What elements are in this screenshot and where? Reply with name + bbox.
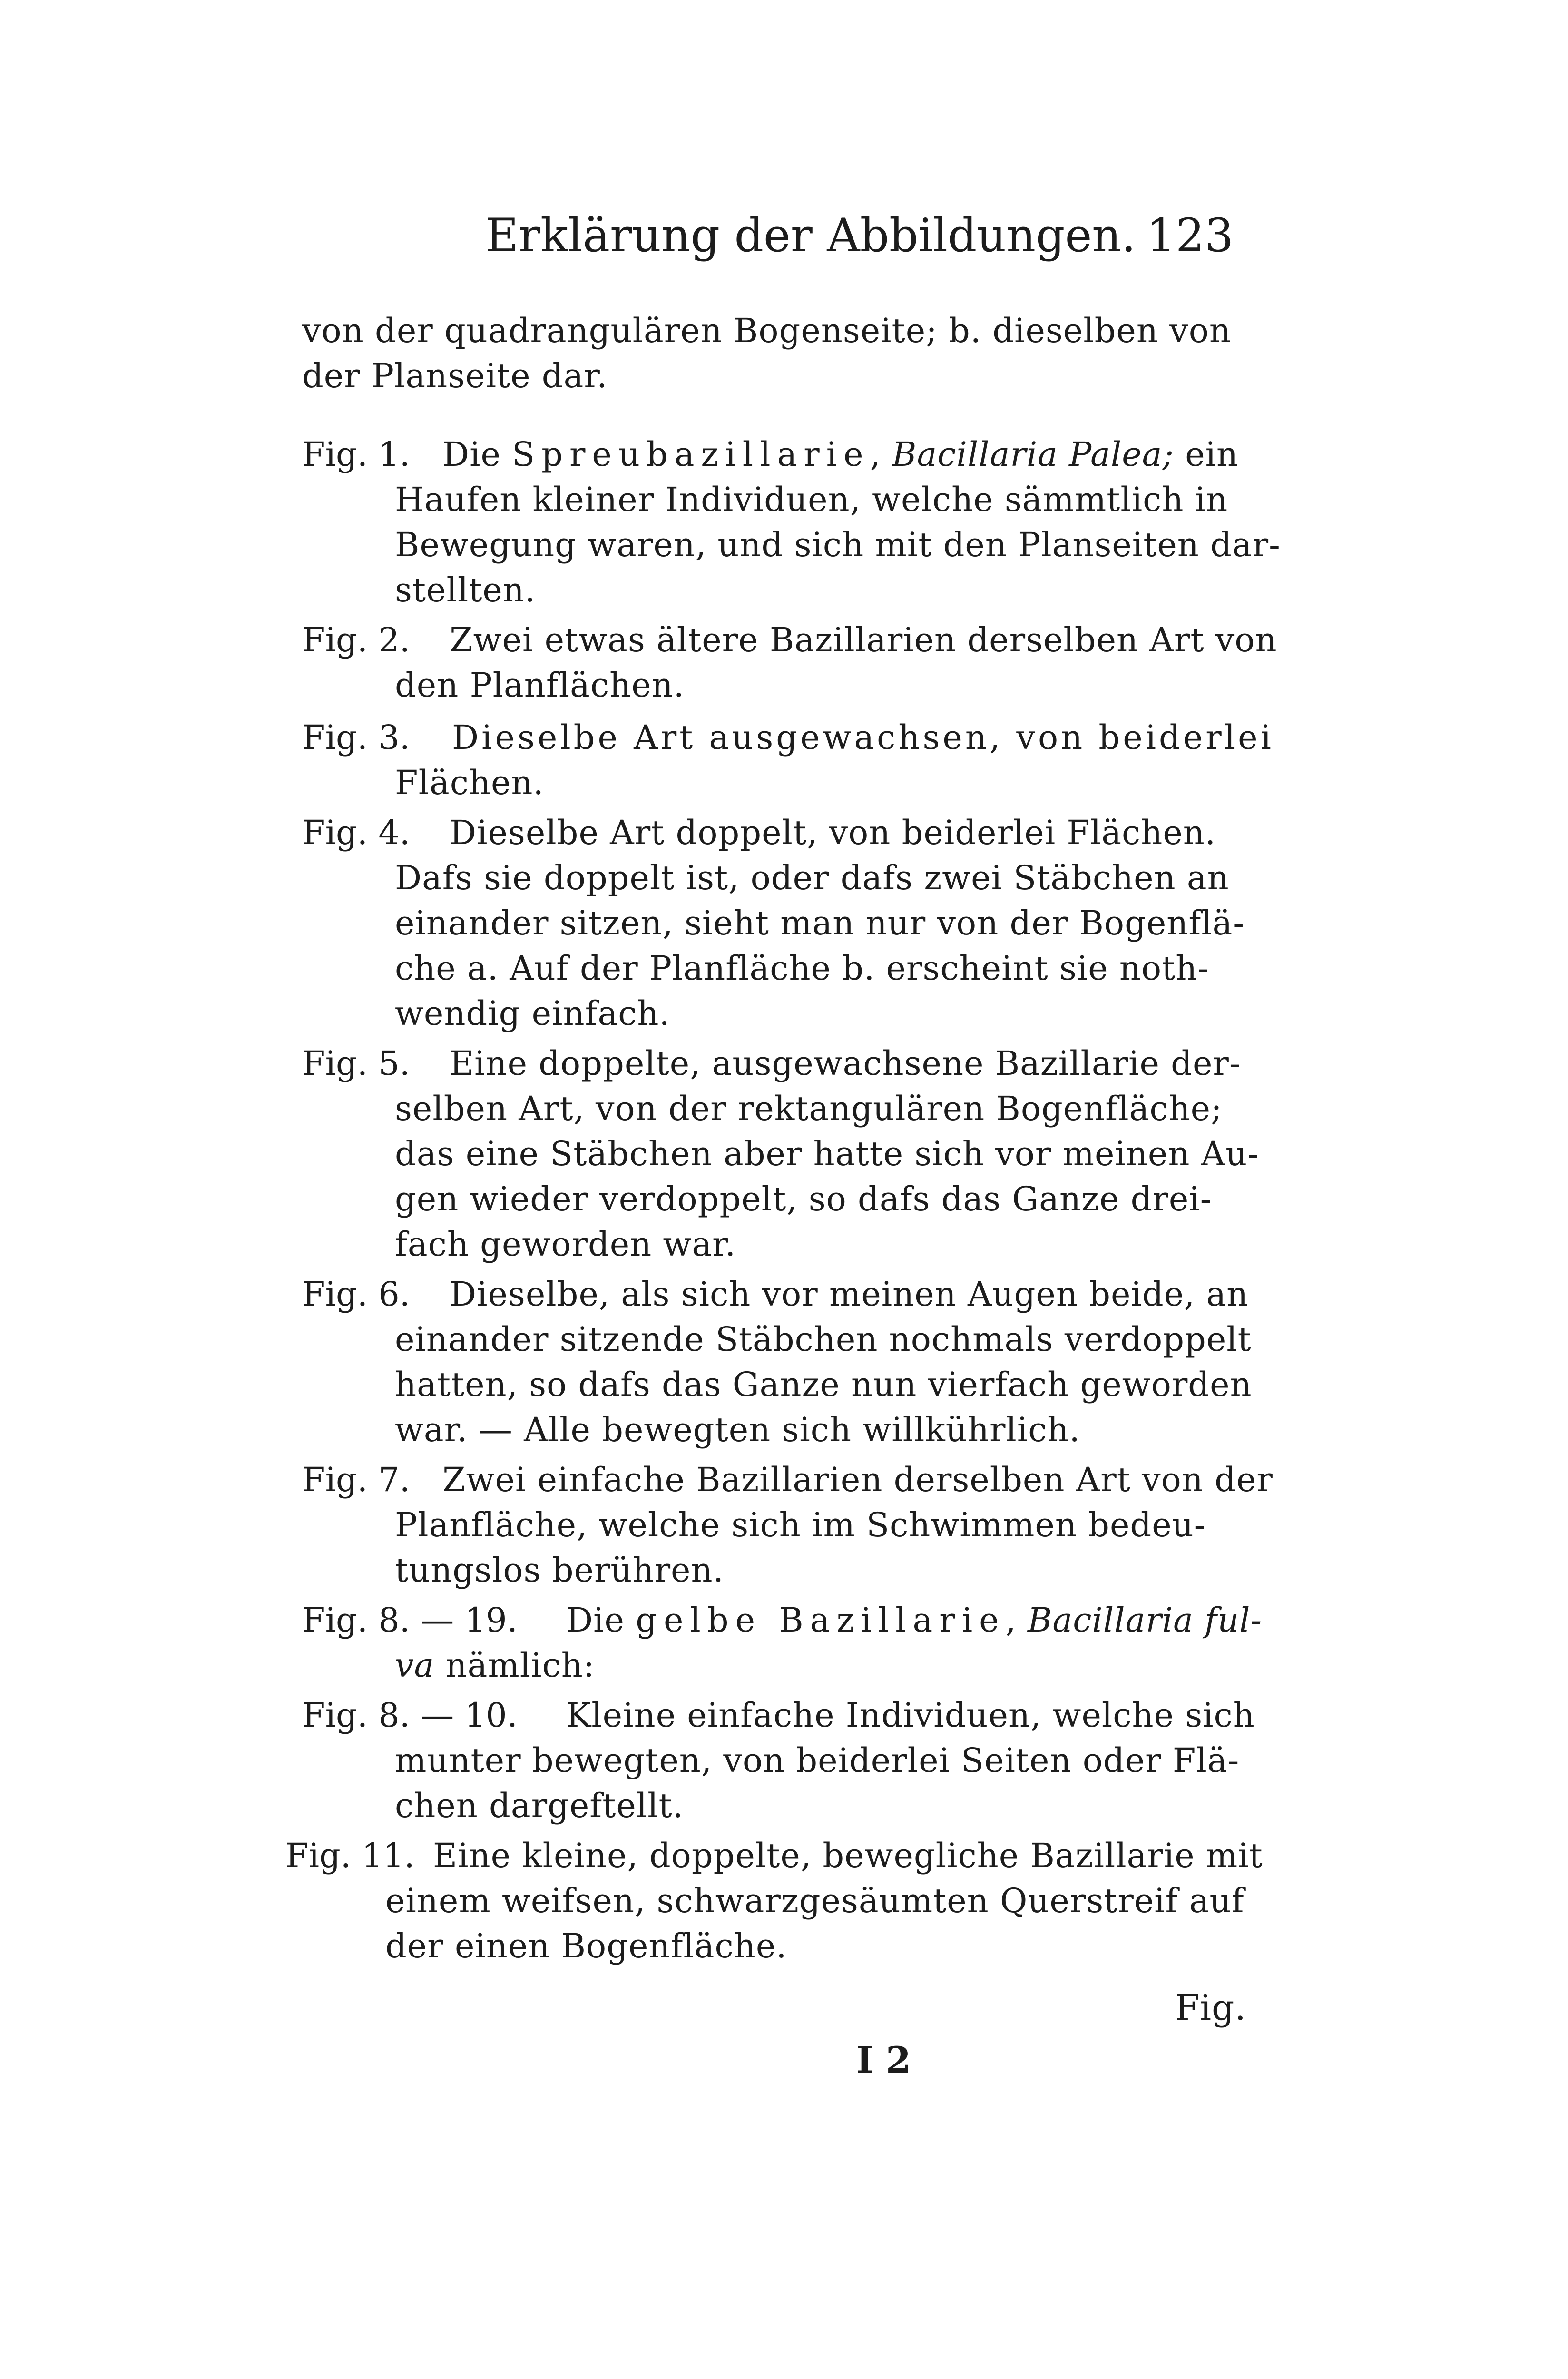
figure-label: Fig. 11. [285, 1836, 415, 1875]
figure-label: Fig. 7. [302, 1460, 411, 1499]
figure-text-line: Dieselbe Art doppelt, von beiderlei Flächen. [450, 813, 1216, 852]
latin-name: Bacillaria ful- [1028, 1601, 1263, 1640]
figure-text-line: war. — Alle bewegten sich willkührlich. [395, 1410, 1080, 1449]
figure-label: Fig. 1. [302, 435, 411, 474]
figure-text-line: Haufen kleiner Individuen, welche sämmtlich in [395, 480, 1228, 519]
figure-text-line: Dieselbe Art ausgewachsen, von beiderlei [452, 718, 1274, 757]
species-name: gelbe Bazillarie [636, 1601, 1006, 1640]
figure-text-line: fach geworden war. [395, 1225, 736, 1264]
figure-text-line: Eine doppelte, ausgewachsene Bazillarie der- [450, 1044, 1241, 1083]
catchword: Fig. [1175, 1987, 1246, 2028]
figure-text-line: Planfläche, welche sich im Schwimmen bedeu- [395, 1505, 1206, 1544]
figure-8-19-second-line [395, 1644, 595, 1687]
figure-label: Fig. 5. [302, 1044, 411, 1083]
figure-8-19-first-line [566, 1599, 1262, 1642]
figure-text-line: gen wieder verdoppelt, so dafs das Ganze drei- [395, 1180, 1212, 1219]
figure-text-line: den Planflächen. [395, 666, 685, 705]
figure-text-line: che a. Auf der Planfläche b. erscheint sie noth- [395, 949, 1210, 988]
figure-text-line: Zwei etwas ältere Bazillarien derselben Art von [450, 620, 1277, 659]
text-run: nämlich: [434, 1646, 595, 1685]
figure-text-line: Bewegung waren, und sich mit den Planseiten dar- [395, 525, 1281, 564]
figure-text-line: wendig einfach. [395, 994, 670, 1033]
figure-text-line: der einen Bogenfläche. [385, 1927, 787, 1966]
figure-text-line: stellten. [395, 570, 536, 609]
intro-line: der Planseite dar. [302, 356, 608, 395]
figure-text-line: tungslos berühren. [395, 1551, 724, 1590]
figure-text-line: Kleine einfache Individuen, welche sich [566, 1696, 1255, 1735]
figure-label: Fig. 4. [302, 813, 411, 852]
figure-1-first-line [442, 433, 1238, 476]
figure-text-line: selben Art, von der rektangulären Bogenfläche; [395, 1089, 1223, 1128]
figure-label: Fig. 6. [302, 1275, 411, 1314]
latin-name: Bacillaria Palea; [892, 435, 1174, 474]
text-run: ein [1174, 435, 1239, 474]
text-run: Die [442, 435, 512, 474]
running-title: Erklärung der Abbildungen. [485, 209, 1136, 262]
text-run: Die [566, 1601, 636, 1640]
figure-text-line: Dafs sie doppelt ist, oder dafs zwei Stäbchen an [395, 858, 1229, 897]
text-run: , [1005, 1601, 1028, 1640]
latin-name-end: va [395, 1646, 435, 1685]
figure-text-line: das eine Stäbchen aber hatte sich vor meinen Au- [395, 1134, 1259, 1173]
figure-label: Fig. 2. [302, 620, 411, 659]
figure-text-line: hatten, so dafs das Ganze nun vierfach geworden [395, 1365, 1252, 1404]
figure-label: Fig. 8. — 10. [302, 1696, 518, 1735]
figure-text-line: chen dargeftellt. [395, 1786, 684, 1825]
figure-text-line: einander sitzende Stäbchen nochmals verdoppelt [395, 1320, 1252, 1359]
signature-mark: I 2 [856, 2039, 911, 2081]
figure-text-line: Dieselbe, als sich vor meinen Augen beide, an [450, 1275, 1249, 1314]
figure-text-line: einander sitzen, sieht man nur von der Bogenflä- [395, 904, 1245, 943]
intro-line: von der quadrangulären Bogenseite; b. dieselben von [302, 311, 1231, 350]
species-name: Spreubazillarie [512, 435, 870, 474]
figure-text-line: Zwei einfache Bazillarien derselben Art von der [442, 1460, 1273, 1499]
figure-label: Fig. 3. [302, 718, 411, 757]
figure-text-line: munter bewegten, von beiderlei Seiten oder Flä- [395, 1741, 1240, 1780]
figure-label: Fig. 8. — 19. [302, 1601, 518, 1640]
figure-text-line: Flächen. [395, 763, 544, 802]
text-run: , [870, 435, 892, 474]
figure-text-line: Eine kleine, doppelte, bewegliche Bazillarie mit [433, 1836, 1263, 1875]
page-number: 123 [1147, 209, 1234, 262]
figure-text-line: einem weifsen, schwarzgesäumten Querstreif auf [385, 1881, 1245, 1920]
